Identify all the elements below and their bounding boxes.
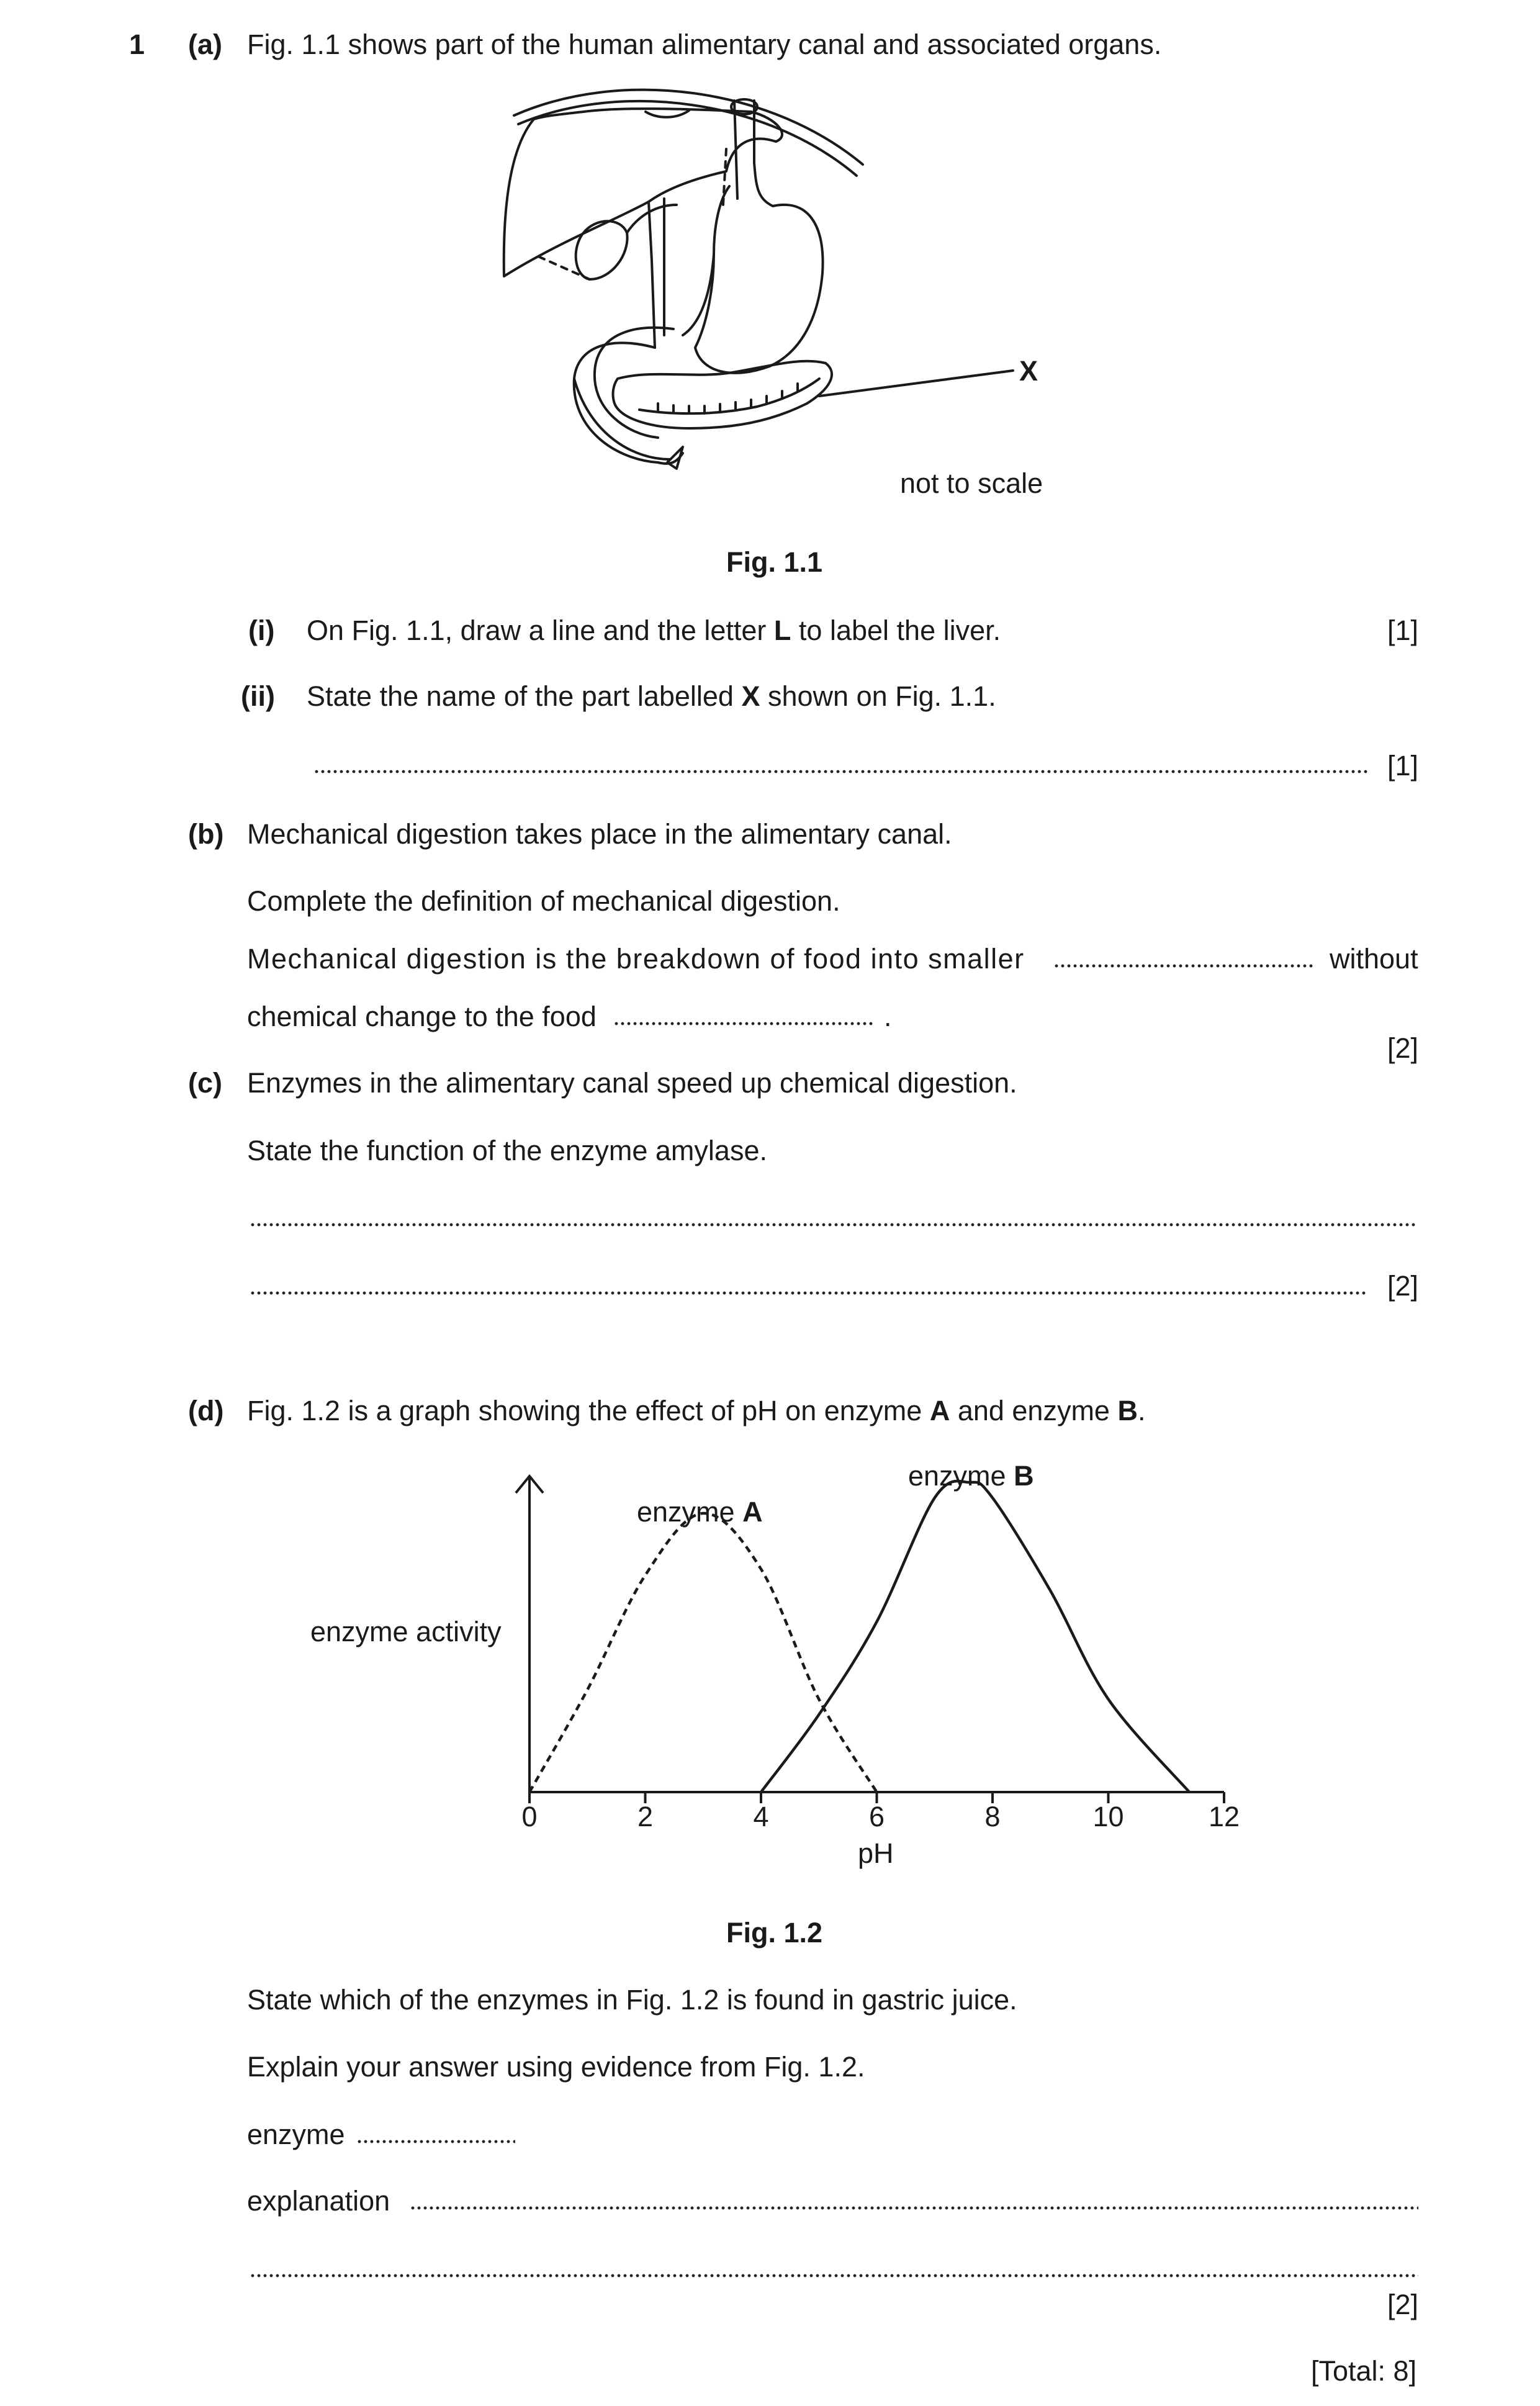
explanation-line-1[interactable] — [410, 2206, 1418, 2210]
enzyme-a-curve — [529, 1513, 877, 1792]
part-a-intro: Fig. 1.1 shows part of the human alimentary canal and associated organs. — [247, 29, 1162, 60]
part-a-ii-label: (ii) — [241, 680, 275, 712]
part-d-q2: Explain your answer using evidence from Fig. 1.2. — [247, 2051, 865, 2083]
x-tick-label: 8 — [984, 1801, 1001, 1832]
x-tick-label: 6 — [868, 1801, 885, 1832]
enzyme-b-curve — [761, 1481, 1189, 1792]
part-b-line2-after: . — [884, 1001, 892, 1032]
part-c-intro: Enzymes in the alimentary canal speed up chemical digestion. — [247, 1067, 1017, 1099]
part-d-marks: [2] — [1387, 2289, 1419, 2320]
part-b-instruction: Complete the definition of mechanical digestion. — [247, 885, 840, 917]
label-x: X — [1019, 355, 1038, 387]
series-label-enzyme-a: enzyme A — [637, 1496, 763, 1528]
part-b-label: (b) — [188, 818, 224, 850]
part-d-q1: State which of the enzymes in Fig. 1.2 is found in gastric juice. — [247, 1984, 1017, 2016]
explanation-line-2[interactable] — [250, 2274, 1418, 2278]
part-a-label: (a) — [188, 29, 222, 60]
x-tick-label: 10 — [1092, 1801, 1124, 1832]
explanation-label: explanation — [247, 2185, 390, 2217]
fig-1-2-caption: Fig. 1.2 — [726, 1917, 823, 1949]
part-a-ii-text: State the name of the part labelled X shown on Fig. 1.1. — [307, 680, 996, 712]
total-marks: [Total: 8] — [1311, 2355, 1417, 2387]
part-a-i-text: On Fig. 1.1, draw a line and the letter L to label the liver. — [307, 615, 1001, 646]
part-c-marks: [2] — [1387, 1270, 1419, 1302]
fig-1-1-caption: Fig. 1.1 — [726, 546, 823, 578]
part-b-line2-before: chemical change to the food — [247, 1001, 597, 1032]
part-a-i-label: (i) — [248, 615, 275, 646]
x-tick-label: 4 — [753, 1801, 769, 1832]
part-a-ii-marks: [1] — [1387, 750, 1419, 782]
part-b-intro: Mechanical digestion takes place in the alimentary canal. — [247, 818, 952, 850]
x-tick-label: 12 — [1208, 1801, 1240, 1832]
not-to-scale-note: not to scale — [900, 467, 1043, 499]
part-b-line1-before: Mechanical digestion is the breakdown of food into smaller — [247, 943, 1025, 975]
question-number: 1 — [129, 29, 145, 60]
y-axis-label: enzyme activity — [310, 1616, 502, 1647]
enzyme-answer-blank[interactable] — [356, 2140, 515, 2143]
part-c-instruction: State the function of the enzyme amylase. — [247, 1135, 767, 1166]
x-tick-label: 2 — [637, 1801, 654, 1832]
part-b-line1-after: without — [1330, 943, 1418, 975]
part-d-label: (d) — [188, 1395, 224, 1426]
part-c-label: (c) — [188, 1067, 222, 1099]
x-tick-label: 0 — [521, 1801, 538, 1832]
part-a-i-marks: [1] — [1387, 615, 1419, 646]
enzyme-answer-label: enzyme — [247, 2119, 345, 2150]
series-label-enzyme-b: enzyme B — [908, 1460, 1034, 1492]
part-d-intro: Fig. 1.2 is a graph showing the effect of pH on enzyme A and enzyme B. — [247, 1395, 1146, 1426]
x-axis-label: pH — [858, 1837, 894, 1869]
part-b-marks: [2] — [1387, 1032, 1419, 1064]
